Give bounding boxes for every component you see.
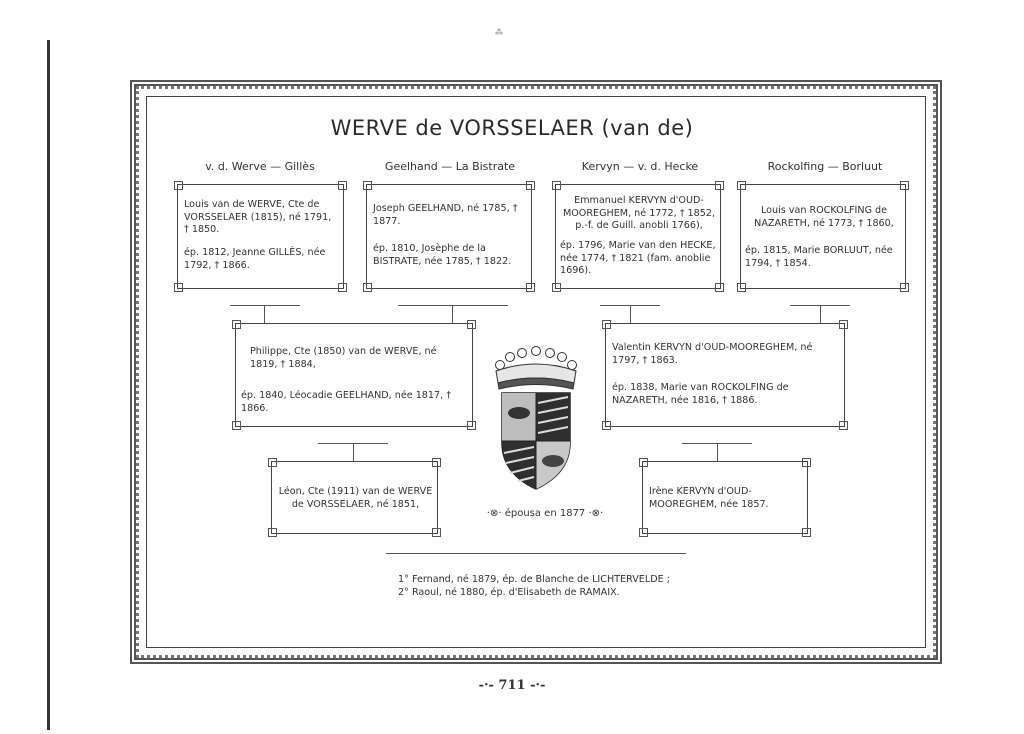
child-entry-fernand: 1° Fernand, né 1879, ép. de Blanche de LICHTERVELDE ; — [398, 574, 670, 585]
corner-ornament — [363, 181, 372, 190]
gen3-box-irene — [642, 461, 808, 534]
connector-stem — [717, 443, 718, 461]
connector-stem — [630, 305, 631, 323]
corner-ornament — [552, 181, 561, 190]
gen1-kervyn-marriage: ép. 1796, Marie van den HECKE, née 1774, † 1821 (fam. anoblie 1696). — [560, 240, 716, 276]
column-header-werve-gilles: v. d. Werve — Gillès — [205, 160, 315, 173]
marriage-note — [470, 508, 620, 519]
gen1-box-rockolfing — [740, 184, 906, 289]
corner-ornament — [602, 421, 611, 430]
gen1-rockolfing-marriage: ép. 1815, Marie BORLUUT, née 1794, † 1854. — [745, 245, 893, 269]
corner-ornament — [268, 458, 277, 467]
separator-line — [386, 553, 686, 554]
corner-ornament — [839, 421, 848, 430]
corner-ornament — [715, 181, 724, 190]
corner-ornament — [232, 421, 241, 430]
column-header-kervyn-hecke: Kervyn — v. d. Hecke — [581, 160, 699, 173]
page-number — [0, 678, 1024, 693]
gen2-valentin-birth: Valentin KERVYN d'OUD-MOOREGHEM, né 1797, † 1863. — [612, 342, 813, 366]
gen1-kervyn-birth: Emmanuel KERVYN d'OUD-MOOREGHEM, né 1772, † 1852, p.-f. de Guill. anobli 1766), — [562, 195, 716, 231]
corner-ornament — [526, 181, 535, 190]
coat-of-arms — [486, 343, 586, 493]
shield-icon — [502, 393, 570, 489]
connector-stem — [353, 443, 354, 461]
page-edge-shadow — [47, 40, 50, 730]
gen1-box-geelhand — [366, 184, 532, 289]
corner-ornament — [802, 528, 811, 537]
corner-ornament — [363, 283, 372, 292]
gen1-werve-marriage: ép. 1812, Jeanne GILLÈS, née 1792, † 1866. — [184, 247, 326, 271]
connector-swash — [230, 305, 300, 306]
corner-ornament — [526, 283, 535, 292]
page-number-text: 711 — [498, 678, 526, 693]
corner-ornament — [602, 320, 611, 329]
connector-swash — [398, 305, 508, 306]
gen2-box-philippe — [235, 323, 473, 427]
corner-ornament — [737, 283, 746, 292]
gen1-geelhand-birth: Joseph GEELHAND, né 1785, † 1877. — [373, 203, 518, 227]
corner-ornament — [174, 181, 183, 190]
connector-stem — [820, 305, 821, 323]
top-printer-mark: ⁂ — [495, 28, 503, 37]
coat-of-arms-drawing — [486, 343, 586, 493]
corner-ornament — [432, 528, 441, 537]
page-title: WERVE de VORSSELAER (van de) — [330, 116, 694, 140]
corner-ornament — [232, 320, 241, 329]
gen2-philippe-marriage: ép. 1840, Léocadie GEELHAND, née 1817, † 1866. — [241, 390, 452, 414]
gen1-box-werve — [177, 184, 344, 289]
corner-ornament — [715, 283, 724, 292]
ornament-icon: ·⊗· — [486, 508, 502, 519]
gen1-geelhand-marriage: ép. 1810, Josèphe de la BISTRATE, née 1785, † 1822. — [373, 243, 512, 267]
gen2-philippe-birth: Philippe, Cte (1850) van de WERVE, né 1819, † 1884, — [250, 346, 437, 370]
gen3-box-leon — [271, 461, 438, 534]
gen3-leon-entry: Léon, Cte (1911) van de WERVE de VORSSELAER, né 1851, — [278, 486, 433, 510]
column-header-geelhand-bistrate: Geelhand — La Bistrate — [384, 160, 516, 173]
ornament-icon: ·⊗· — [588, 508, 604, 519]
corner-ornament — [432, 458, 441, 467]
corner-ornament — [839, 320, 848, 329]
corner-ornament — [737, 181, 746, 190]
corner-ornament — [467, 421, 476, 430]
marriage-note-text: épousa en 1877 — [504, 508, 586, 519]
corner-ornament — [639, 528, 648, 537]
gen2-box-valentin — [605, 323, 845, 427]
corner-ornament — [802, 458, 811, 467]
corner-ornament — [338, 283, 347, 292]
gen2-valentin-marriage: ép. 1838, Marie van ROCKOLFING de NAZARETH, née 1816, † 1886. — [612, 382, 789, 406]
gen1-box-kervyn — [555, 184, 721, 289]
corner-ornament — [639, 458, 648, 467]
gen1-werve-birth: Louis van de WERVE, Cte de VORSSELAER (1815), né 1791, † 1850. — [184, 199, 332, 235]
column-header-rockolfing-borluut: Rockolfing — Borluut — [767, 160, 883, 173]
ornament-icon: -·- — [530, 678, 546, 693]
connector-stem — [452, 305, 453, 323]
gen3-irene-entry: Irène KERVYN d'OUD-MOOREGHEM, née 1857. — [649, 486, 769, 510]
corner-ornament — [268, 528, 277, 537]
child-entry-raoul: 2° Raoul, né 1880, ép. d'Elisabeth de RAMAIX. — [398, 587, 620, 598]
corner-ornament — [467, 320, 476, 329]
crown-icon — [496, 347, 577, 390]
ornament-icon: -·- — [478, 678, 494, 693]
gen1-rockolfing-birth: Louis van ROCKOLFING de NAZARETH, né 1773, † 1860, — [754, 205, 894, 229]
corner-ornament — [174, 283, 183, 292]
corner-ornament — [552, 283, 561, 292]
corner-ornament — [338, 181, 347, 190]
corner-ornament — [900, 283, 909, 292]
connector-stem — [264, 305, 265, 323]
corner-ornament — [900, 181, 909, 190]
